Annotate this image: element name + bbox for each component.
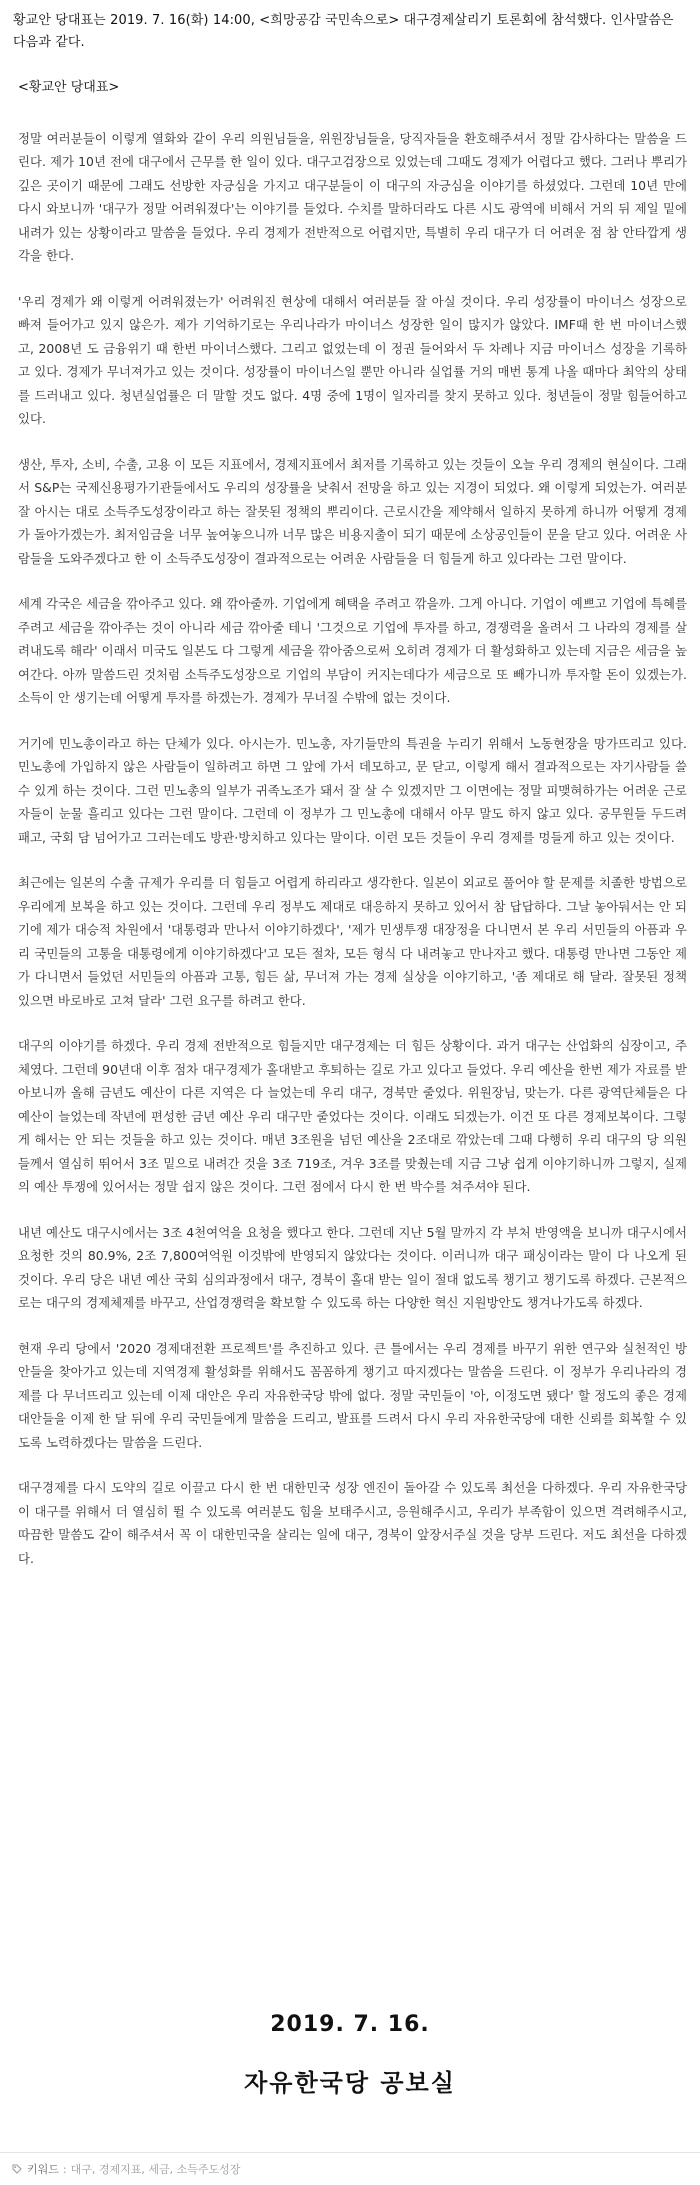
speech-paragraph-5: 거기에 민노총이라고 하는 단체가 있다. 아시는가. 민노총, 자기들만의 특권을 누리기 위해서 노동현장을 망가뜨리고 있다. 민노총에 가입하지 않은 사람들이 일하려고 하면 그 앞에 가서 데모하고, 문 닫고, 이렇게 해서 결과적으로는 자기사람들 쓸 수 있게 하는 것이다. 그런 민노총의 일부가 귀족노조가 돼서 잘 살 수 있겠지만 그 이면에는 정말 피맺혀하가는 어려운 근로자들이 눈물 흘리고 있다는 그런 말이다. 그런데 이 정부가 그 민노총에 대해서 아무 말도 하지 않고 있다. 공무원들 두드려 패고, 국회 담 넘어가고 그러는데도 방관·방치하고 있다는 말이다. 이런 모든 것들이 우리 경제를 멍들게 하고 있는 것이다. — [18, 735, 687, 845]
keyword-item[interactable]: 세금 — [148, 2163, 170, 2176]
intro-text: 황교안 당대표는 2019. 7. 16(화) 14:00, <희망공감 국민속으로> 대구경제살리기 토론회에 참석했다. 인사말씀은 다음과 같다. — [13, 13, 674, 51]
speech-paragraph-10: 대구경제를 다시 도약의 길로 이끌고 다시 한 번 대한민국 성장 엔진이 돌아갈 수 있도록 최선을 다하겠다. 우리 자유한국당이 대구를 위해서 더 열심히 뛸 수 있도록 여러분도 힘을 보태주시고, 응원해주시고, 우리가 부족함이 있으면 격려해주시고, 따끔한 말씀도 같이 해주셔서 꼭 이 대한민국을 살리는 일에 대구, 경북이 앞장서주실 것을 당부 드린다. 저도 최선을 다하겠다. — [18, 1480, 687, 1566]
speech-paragraph-2: '우리 경제가 왜 이렇게 어려워졌는가' 어려워진 현상에 대해서 여러분들 잘 아실 것이다. 우리 성장률이 마이너스 성장으로 빠져 들어가고 있지 않은가. 제가 기억하기로는 우리나라가 마이너스 성장한 일이 많지가 않았다. IMF때 한 번 마이너스했고, 2008년 도 금융위기 때 한번 마이너스했다. 그리고 없었는데 이 정권 들어와서 두 차례나 지금 마이너스 성장을 기록하고 있다. 경제가 무너져가고 있는 것이다. 성장률이 마이너스일 뿐만 아니라 실업률 거의 매번 통계 나올 때마다 최악의 상태를 드러내고 있다. 청년실업률은 더 말할 것도 없다. 4명 중에 1명이 일자리를 찾지 못하고 있다. 청년들이 정말 힘들어하고 있다. — [18, 293, 687, 427]
speech-paragraph-1: 정말 여러분들이 이렇게 열화와 같이 우리 의원님들을, 위원장님들을, 당직자들을 환호해주셔서 정말 감사하다는 말씀을 드린다. 제가 10년 전에 대구에서 근무를 한 일이 있다. 대구고검장으로 있었는데 그때도 경제가 어렵다고 했다. 그러나 뿌리가 깊은 곳이기 때문에 그래도 선방한 자긍심을 가지고 대구분들이 이 대구의 자긍심을 이야기를 하셨었다. 그런데 10년 만에 다시 와보니까 '대구가 정말 어려워졌다'는 이야기를 들었다. 수치를 말하더라도 다른 시도 광역에 비해서 거의 뒤 제일 밑에 내려가 있는 상황이라고 말씀을 들었다. 우리 경제가 전반적으로 어렵지만, 특별히 우리 대구가 더 어려운 점 참 안타깝게 생각을 한다. — [18, 130, 687, 264]
speech-paragraph-9: 현재 우리 당에서 '2020 경제대전환 프로젝트'를 추진하고 있다. 큰 틀에서는 우리 경제를 바꾸기 위한 연구와 실천적인 방안들을 찾아가고 있는데 지역경제 활성화를 위해서도 꼼꼼하게 챙기고 따지겠다는 말씀을 드린다. 이 정부가 우리나라의 경제를 다 무너뜨리고 있는데 이제 대안은 우리 자유한국당 밖에 없다. 정말 국민들이 '아, 이정도면 됐다' 할 정도의 좋은 경제 대안들을 이제 한 달 뒤에 우리 국민들에게 말씀을 드리고, 발표를 드려서 다시 우리 자유한국당에 대한 신뢰를 회복할 수 있도록 노력하겠다는 말씀을 드린다. — [18, 1340, 687, 1450]
keyword-item[interactable]: 대구 — [70, 2163, 92, 2176]
keyword-list: 대구, 경제지표, 세금, 소득주도성장 — [70, 2163, 241, 2176]
speech-paragraph-6: 최근에는 일본의 수출 규제가 우리를 더 힘들고 어렵게 하리라고 생각한다. 일본이 외교로 풀어야 할 문제를 치졸한 방법으로 우리에게 보복을 하고 있는 것이다. 그런데 우리 정부도 제대로 대응하지 못하고 있어서 참 답답하다. 그날 놓아둬서는 안 되기에 제가 대승적 차원에서 '대통령과 만나서 이야기하겠다', '제가 민생투쟁 대장정을 다니면서 본 우리 서민들의 아픔과 우리 국민들의 고통을 대통령에게 이야기하겠다'고 모든 절차, 모든 형식 다 내려놓고 만나자고 했다. 대통령 만나면 그동안 제가 다니면서 들었던 서민들의 아픔과 고통, 힘든 삶, 무너져 가는 경제 실상을 이야기하고, '좀 제대로 해 달라. 잘못된 정책 있으면 바로바로 고쳐 달라' 그런 요구를 하려고 한다. — [18, 875, 687, 1008]
speaker-heading: <황교안 당대표> — [18, 79, 120, 95]
closing-organization: 자유한국당 공보실 — [244, 2069, 456, 2097]
speech-paragraph-7: 대구의 이야기를 하겠다. 우리 경제 전반적으로 힘들지만 대구경제는 더 힘든 상황이다. 과거 대구는 산업화의 심장이고, 주체였다. 그런데 90년대 이후 점차 대구경제가 홀대받고 후퇴하는 길로 가고 있다고 들었다. 우리 예산을 한번 제가 자료를 받아보니까 올해 금년도 예산이 다른 지역은 다 늘었는데 우리 대구, 경북만 줄었다. 위원장님, 맞는가. 다른 광역단체들은 다 예산이 늘었는데 작년에 편성한 금년 예산 우리 대구만 줄었다는 것이다. 이래도 되겠는가. 이건 또 다른 경제보복이다. 그렇게 해서는 안 되는 것들을 하고 있는 것이다. 매년 3조원을 넘던 예산을 2조대로 깎았는데 그때 다행히 우리 대구의 당 의원들께서 열심히 뛰어서 3조 밑으로 내려간 것을 3조 719조, 겨우 3조를 맞췄는데 지금 그냥 쉽게 이야기하니까 그렇지, 실제의 예산 투쟁에 있어서는 정말 쉽지 않은 것이다. 그런 점에서 다시 한 번 박수를 쳐주셔야 된다. — [18, 1038, 687, 1195]
speech-paragraph-4: 세계 각국은 세금을 깎아주고 있다. 왜 깎아줄까. 기업에게 혜택을 주려고 깎을까. 그게 아니다. 기업이 예쁘고 기업에 특혜를 주려고 세금을 깎아주는 것이 아니라 세금 깎아줄 테니 '그것으로 기업에 투자를 하고, 경쟁력을 올려서 그 나라의 경제를 살려내도록 해라' 이래서 미국도 일본도 다 그렇게 세금을 깎아줌으로써 오히려 경제가 더 활성화하고 있는데 지금은 세금을 높여간다. 아까 말씀드린 것처럼 소득주도성장으로 기업의 부담이 커지는데다가 세금으로 또 빼가니까 투자할 돈이 있겠는가. 소득이 안 생기는데 어떻게 투자를 하겠는가. 경제가 무너질 수밖에 없는 것이다. — [18, 596, 687, 706]
closing-date: 2019. 7. 16. — [270, 2012, 430, 2037]
tag-icon — [12, 2164, 22, 2174]
keyword-item[interactable]: 소득주도성장 — [176, 2163, 241, 2176]
keyword-item[interactable]: 경제지표 — [98, 2163, 142, 2176]
speech-paragraph-8: 내년 예산도 대구시에서는 3조 4천여억을 요청을 했다고 한다. 그런데 지난 5월 말까지 각 부처 반영액을 보니까 대구시에서 요청한 것의 80.9%, 2조 7,800여억원 이것밖에 반영되지 않았다는 것이다. 이러니까 대구 패싱이라는 말이 다 나오게 된 것이다. 우리 당은 내년 예산 국회 심의과정에서 대구, 경북이 홀대 받는 일이 절대 없도록 챙기고 챙기도록 하겠다. 근본적으로는 대구의 경제체제를 바꾸고, 산업경쟁력을 확보할 수 있도록 하는 다양한 혁신 지원방안도 챙겨나가도록 하겠다. — [18, 1224, 687, 1311]
keyword-label: 키워드 — [27, 2163, 59, 2176]
keyword-separator: : — [62, 2162, 67, 2176]
speech-paragraph-3: 생산, 투자, 소비, 수출, 고용 이 모든 지표에서, 경제지표에서 최저를 기록하고 있는 것들이 오늘 우리 경제의 현실이다. 그래서 S&P는 국제신용평가기관들에서도 우리의 성장률을 낮춰서 전망을 하고 있는 지경이 되었다. 왜 이렇게 되었는가. 여러분 잘 아시는 대로 소득주도성장이라고 하는 잘못된 정책의 뿌리이다. 근로시간을 제약해서 일하지 못하게 하니까 어떻게 경제가 돌아가겠는가. 최저임금을 너무 높여놓으니까 너무 많은 비용지출이 되기 때문에 소상공인들이 문을 닫고 있다. 어려운 사람들을 도와주겠다고 한 이 소득주도성장이 결과적으로는 어려운 사람들을 더 힘들게 하고 있다라는 그런 말이다. — [18, 456, 687, 566]
keyword-bar — [0, 2152, 700, 2185]
